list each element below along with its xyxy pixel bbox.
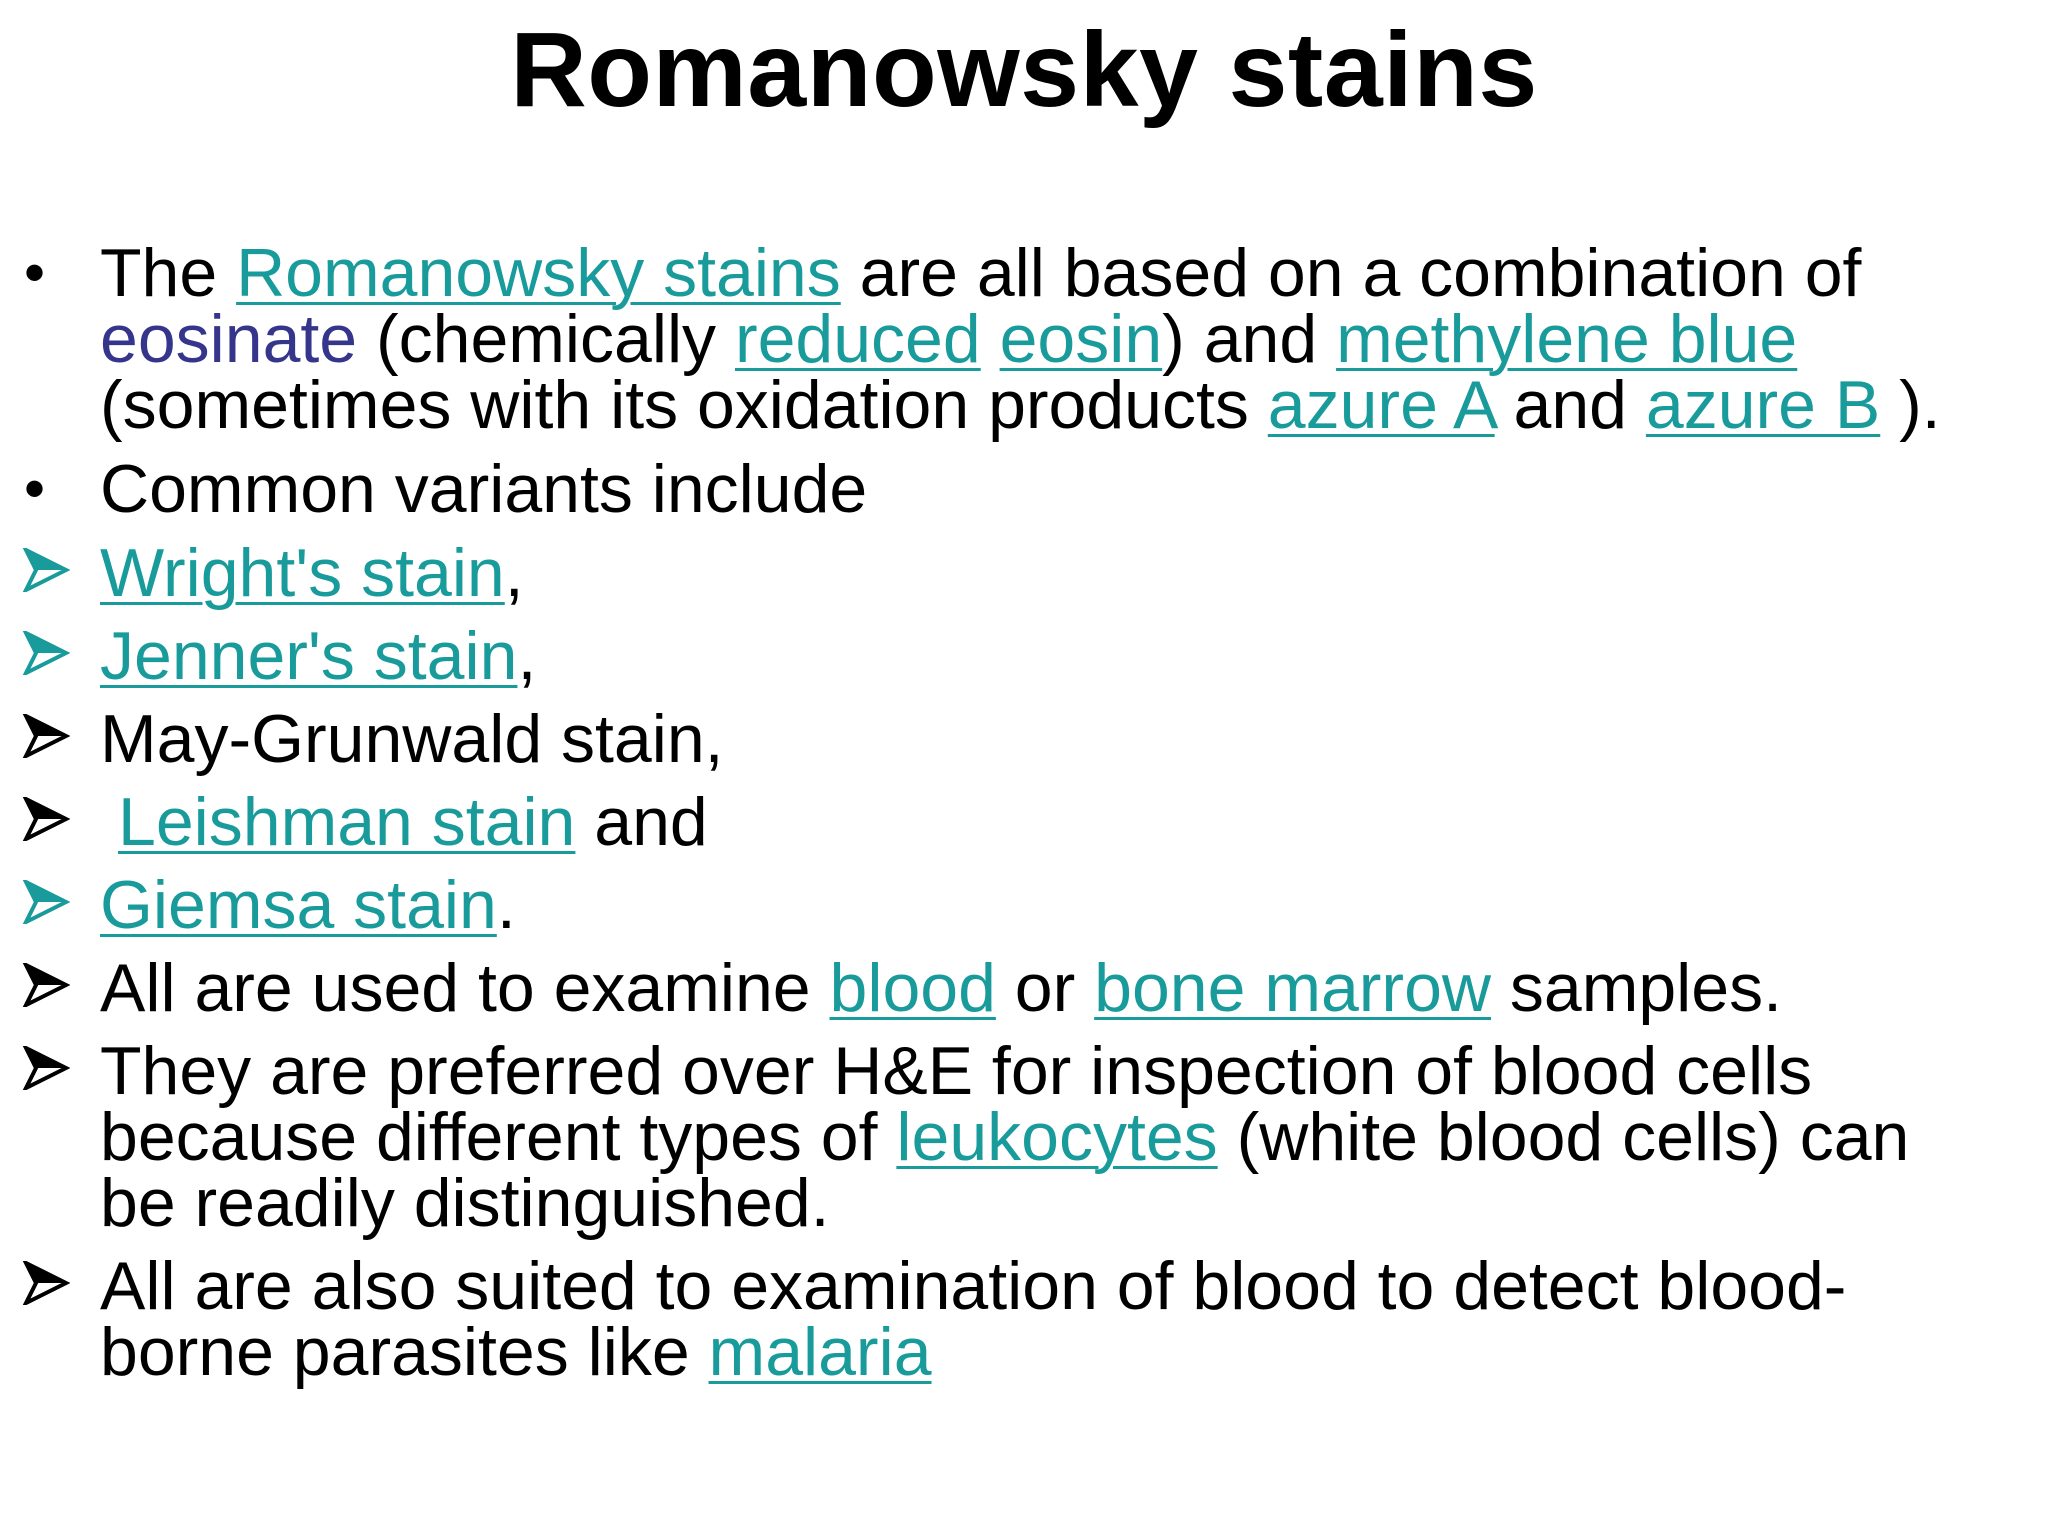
list-item-text xyxy=(100,235,2000,443)
link-methylene-blue[interactable]: methylene blue xyxy=(1336,301,1798,377)
link-giemsa-stain[interactable]: Giemsa stain xyxy=(100,867,497,943)
link-azure-b[interactable]: azure B xyxy=(1645,367,1881,443)
slide-title: Romanowsky stains xyxy=(510,11,1538,129)
list-item-text xyxy=(100,1248,2000,1390)
list-item-text xyxy=(100,701,2000,777)
list-item xyxy=(0,701,2048,777)
text-segment: ). xyxy=(1880,367,1941,443)
link-blood[interactable]: blood xyxy=(829,950,996,1026)
text-segment: All are also suited to examination of blood to detect blood-borne parasites like xyxy=(100,1248,1847,1390)
list-item-text xyxy=(100,451,2000,527)
text-segment: , xyxy=(504,535,524,611)
list-item-text xyxy=(100,950,2000,1026)
arrow-teal-icon xyxy=(22,540,92,606)
list-item xyxy=(0,950,2048,1026)
text-segment: May-Grunwald stain, xyxy=(100,701,724,777)
list-item-text xyxy=(100,535,2000,611)
list-item xyxy=(0,451,2048,527)
eosinate-text: eosinate xyxy=(100,301,358,377)
text-segment: The xyxy=(100,235,237,311)
bullet-icon: • xyxy=(24,239,46,306)
text-segment: , xyxy=(517,618,537,694)
text-segment: ) and xyxy=(1162,301,1337,377)
list-item xyxy=(0,535,2048,611)
text-segment: All are used to examine xyxy=(100,950,830,1026)
list-item xyxy=(0,235,2048,443)
list-item-text xyxy=(100,1033,2000,1241)
link-eosin[interactable]: eosin xyxy=(999,301,1163,377)
link-reduced[interactable]: reduced xyxy=(734,301,981,377)
arrow-teal-icon xyxy=(22,872,92,938)
arrow-black-icon xyxy=(22,789,92,855)
list-item-text xyxy=(100,867,2000,943)
link-malaria[interactable]: malaria xyxy=(708,1314,932,1390)
link-wrights-stain[interactable]: Wright's stain xyxy=(100,535,505,611)
text-segment: are all based on a combination of xyxy=(840,235,1862,311)
arrow-black-icon xyxy=(22,955,92,1021)
arrow-teal-icon xyxy=(22,623,92,689)
arrow-black-icon xyxy=(22,706,92,772)
bullet-icon: • xyxy=(24,455,46,522)
list-item-text xyxy=(100,618,2000,694)
list-item xyxy=(0,867,2048,943)
list-item xyxy=(0,618,2048,694)
text-segment: . xyxy=(496,867,516,943)
arrow-black-icon xyxy=(22,1253,92,1319)
text-segment: and xyxy=(1494,367,1646,443)
link-leukocytes[interactable]: leukocytes xyxy=(896,1099,1218,1175)
link-romanowsky-stains[interactable]: Romanowsky stains xyxy=(236,235,841,311)
text-segment xyxy=(981,301,1000,377)
link-azure-a[interactable]: azure A xyxy=(1267,367,1495,443)
list-item xyxy=(0,1033,2048,1241)
link-jenners-stain[interactable]: Jenner's stain xyxy=(100,618,518,694)
text-segment: and xyxy=(575,784,708,860)
list-item-text xyxy=(118,784,2018,860)
link-leishman-stain[interactable]: Leishman stain xyxy=(118,784,576,860)
bullet-list xyxy=(0,235,2048,1390)
text-segment: (chemically xyxy=(357,301,735,377)
text-segment: (white blood cells) can be readily distinguished. xyxy=(100,1099,1910,1241)
list-item xyxy=(0,784,2048,860)
text-segment: They are preferred over H&E for inspection of blood cells because different types of xyxy=(100,1033,1813,1175)
link-bone-marrow[interactable]: bone marrow xyxy=(1094,950,1491,1026)
text-segment: or xyxy=(995,950,1095,1026)
arrow-black-icon xyxy=(22,1038,92,1104)
text-segment: Common variants include xyxy=(100,451,868,527)
list-item xyxy=(0,1248,2048,1390)
text-segment: (sometimes with its oxidation products xyxy=(100,367,1268,443)
text-segment: samples. xyxy=(1491,950,1782,1026)
